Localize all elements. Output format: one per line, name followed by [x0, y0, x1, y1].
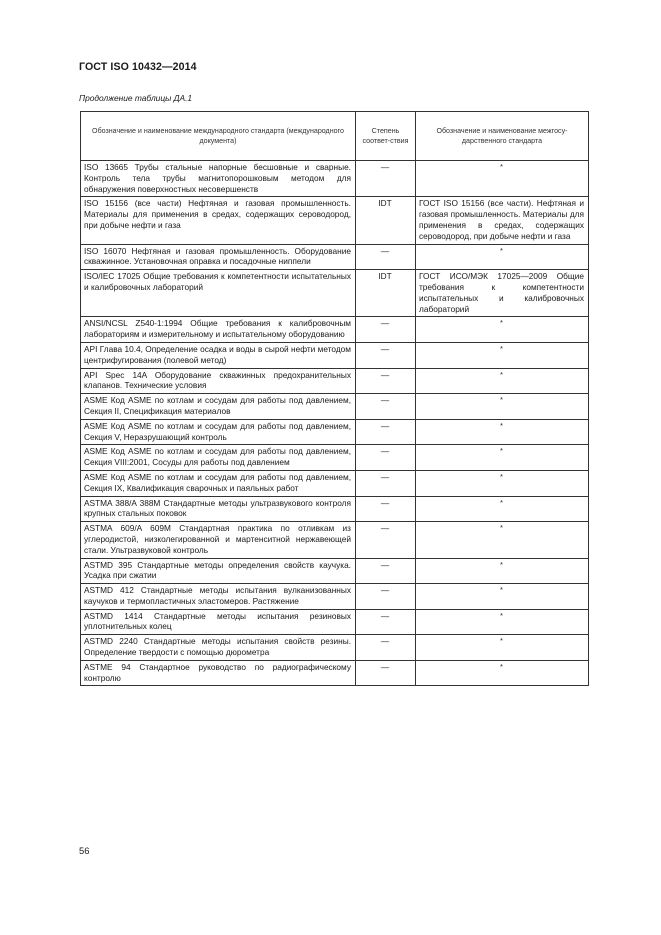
table-row [81, 635, 589, 661]
cell-interstate: * [416, 419, 589, 445]
table-row [81, 244, 589, 270]
cell-interstate: * [416, 584, 589, 610]
cell-interstate: ГОСТ ISO 15156 (все части). Нефтяная и газовая промышленность. Материалы для применения в средах, содержащих сероводород, при добыче нефти и газа [416, 197, 589, 244]
cell-interstate: * [416, 496, 589, 522]
table-row [81, 161, 589, 197]
standards-table [80, 111, 589, 686]
table-row [81, 197, 589, 244]
table-row [81, 445, 589, 471]
cell-degree: — [356, 317, 416, 343]
header-international: Обозначение и наименование международного стандарта (международного документа) [81, 112, 356, 161]
cell-intl: ASTMA 388/A 388M Стандартные методы ультразвукового контроля крупных стальных поковок [81, 496, 356, 522]
cell-intl: ASTME 94 Стандартное руководство по радиографическому контролю [81, 660, 356, 686]
cell-degree: — [356, 244, 416, 270]
cell-degree: — [356, 445, 416, 471]
cell-degree: — [356, 470, 416, 496]
cell-interstate: * [416, 635, 589, 661]
cell-interstate: * [416, 660, 589, 686]
table-row [81, 660, 589, 686]
table-caption: Продолжение таблицы ДА.1 [79, 93, 193, 103]
table-row [81, 470, 589, 496]
cell-interstate: * [416, 394, 589, 420]
table-row [81, 342, 589, 368]
table-row [81, 419, 589, 445]
cell-intl: ASME Код ASME по котлам и сосудам для работы под давлением, Секция II, Спецификация материалов [81, 394, 356, 420]
cell-degree: IDT [356, 270, 416, 317]
table-row [81, 584, 589, 610]
table-header-row [81, 112, 589, 161]
table-row [81, 522, 589, 558]
cell-interstate: * [416, 558, 589, 584]
cell-interstate: * [416, 244, 589, 270]
cell-intl: ISO 13665 Трубы стальные напорные бесшовные и сварные. Контроль тела трубы магнитопорошковым методом для обнаружения поверхностных несовершенств [81, 161, 356, 197]
table-row [81, 368, 589, 394]
cell-intl: ASTMD 1414 Стандартные методы испытания резиновых уплотнительных колец [81, 609, 356, 635]
table-row [81, 558, 589, 584]
cell-interstate: * [416, 522, 589, 558]
cell-intl: ANSI/NCSL Z540-1:1994 Общие требования к калибровочным лабораториям и измерительному и испытательному оборудованию [81, 317, 356, 343]
cell-intl: API Глава 10.4, Определение осадка и воды в сырой нефти методом центрифугирования (полевой метод) [81, 342, 356, 368]
cell-interstate: * [416, 342, 589, 368]
cell-interstate: * [416, 609, 589, 635]
cell-degree: IDT [356, 197, 416, 244]
cell-interstate: ГОСТ ИСО/МЭК 17025—2009 Общие требования к компетентности испытательных и калибровочных лабораторий [416, 270, 589, 317]
cell-degree: — [356, 394, 416, 420]
cell-interstate: * [416, 161, 589, 197]
cell-interstate: * [416, 445, 589, 471]
cell-interstate: * [416, 368, 589, 394]
table-row [81, 270, 589, 317]
cell-intl: ISO/IEC 17025 Общие требования к компетентности испытательных и калибровочных лабораторий [81, 270, 356, 317]
cell-intl: ASME Код ASME по котлам и сосудам для работы под давлением, Секция IX, Квалификация сварочных и паяльных работ [81, 470, 356, 496]
cell-interstate: * [416, 317, 589, 343]
table-row [81, 496, 589, 522]
cell-degree: — [356, 609, 416, 635]
cell-degree: — [356, 522, 416, 558]
page-number: 56 [79, 845, 90, 856]
cell-intl: ASTMA 609/A 609M Стандартная практика по отливкам из углеродистой, низколегированной и мартенситной нержавеющей стали. Ультразвуковой контроль [81, 522, 356, 558]
document-header: ГОСТ ISO 10432—2014 [79, 61, 197, 73]
cell-degree: — [356, 368, 416, 394]
cell-degree: — [356, 635, 416, 661]
cell-intl: ASME Код ASME по котлам и сосудам для работы под давлением, Секция V, Неразрушающий контроль [81, 419, 356, 445]
cell-intl: ASTMD 395 Стандартные методы определения свойств каучука. Усадка при сжатии [81, 558, 356, 584]
cell-degree: — [356, 161, 416, 197]
cell-interstate: * [416, 470, 589, 496]
cell-degree: — [356, 558, 416, 584]
header-degree: Степень соответ-ствия [356, 112, 416, 161]
cell-degree: — [356, 660, 416, 686]
table-row [81, 317, 589, 343]
cell-degree: — [356, 496, 416, 522]
table-row [81, 394, 589, 420]
cell-intl: ASTMD 412 Стандартные методы испытания вулканизованных каучуков и термопластичных эластомеров. Растяжение [81, 584, 356, 610]
cell-intl: ISO 15156 (все части) Нефтяная и газовая промышленность. Материалы для применения в средах, содержащих сероводород, при добыче нефти и газа [81, 197, 356, 244]
cell-degree: — [356, 419, 416, 445]
table-row [81, 609, 589, 635]
header-interstate: Обозначение и наименование межгосу-дарственного стандарта [416, 112, 589, 161]
cell-intl: API Spec 14A Оборудование скважинных предохранительных клапанов. Технические условия [81, 368, 356, 394]
cell-intl: ASTMD 2240 Стандартные методы испытания свойств резины. Определение твердости с помощью дюрометра [81, 635, 356, 661]
cell-degree: — [356, 584, 416, 610]
cell-intl: ASME Код ASME по котлам и сосудам для работы под давлением, Секция VIII:2001, Сосуды для работы под давлением [81, 445, 356, 471]
cell-degree: — [356, 342, 416, 368]
cell-intl: ISO 16070 Нефтяная и газовая промышленность. Оборудование скважинное. Установочная оправка и посадочные ниппели [81, 244, 356, 270]
